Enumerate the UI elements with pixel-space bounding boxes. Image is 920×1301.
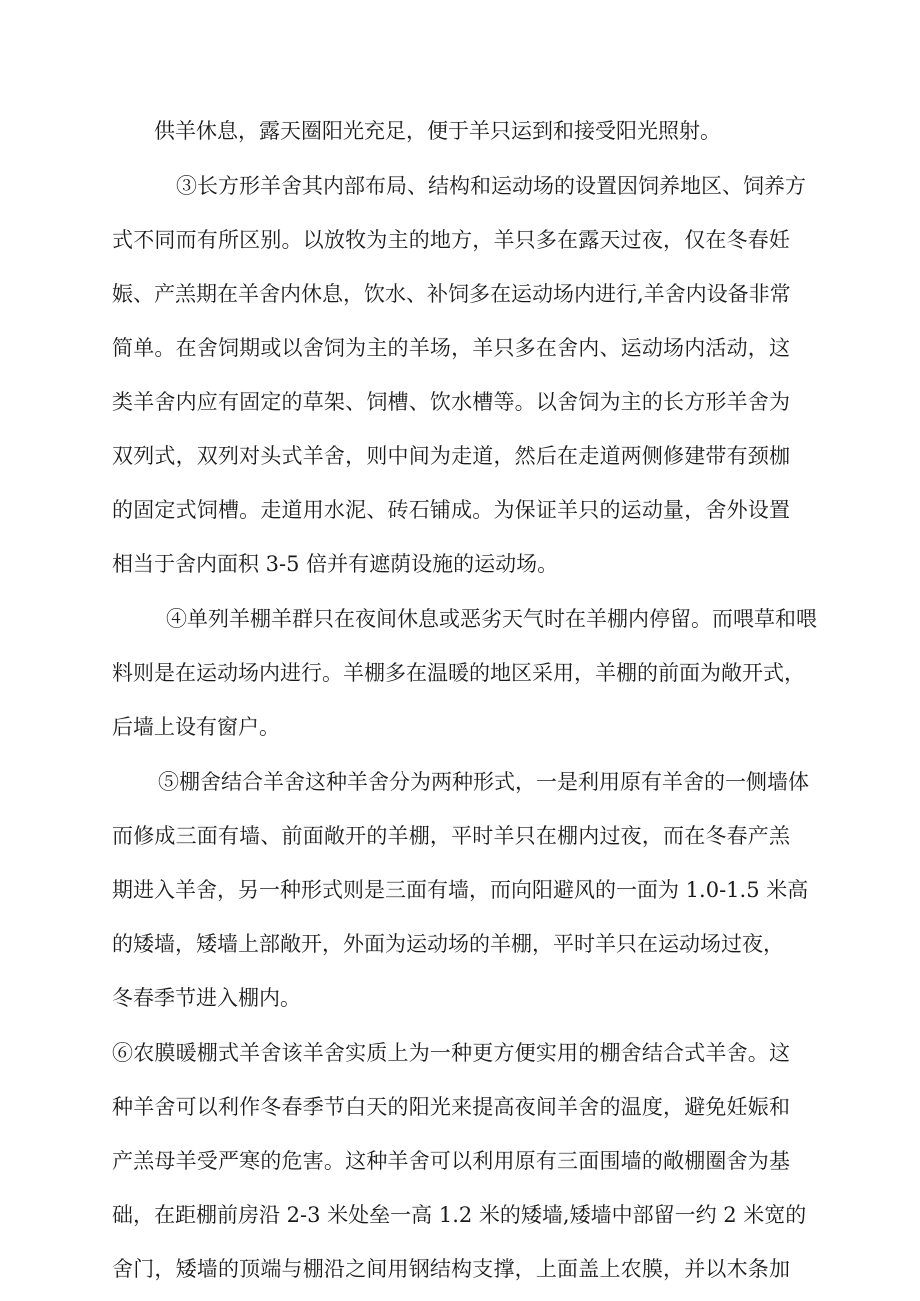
- text-line: ④单列羊棚羊群只在夜间休息或恶劣天气时在羊棚内停留。而喂草和喂: [166, 607, 817, 631]
- text-line: 类羊舍内应有固定的草架、饲槽、饮水槽等。以舍饲为主的长方形羊舍为: [112, 390, 790, 414]
- text-line: 供羊休息，露天圈阳光充足，便于羊只运到和接受阳光照射。: [154, 119, 721, 143]
- text-line: 式不同而有所区别。以放牧为主的地方，羊只多在露天过夜，仅在冬春妊: [112, 228, 790, 252]
- text-line: ⑤棚舍结合羊舍这种羊舍分为两种形式，一是利用原有羊舍的一侧墙体: [158, 770, 809, 794]
- text-line: 种羊舍可以利作冬春季节白天的阳光来提高夜间羊舍的温度，避免妊娠和: [112, 1095, 790, 1119]
- text-line: 的固定式饲槽。走道用水泥、砖石铺成。为保证羊只的运动量，舍外设置: [112, 498, 790, 522]
- text-line: 的矮墙，矮墙上部敞开，外面为运动场的羊棚，平时羊只在运动场过夜，: [112, 932, 784, 956]
- text-line: 产羔母羊受严寒的危害。这种羊舍可以利用原有三面围墙的敞棚圈舍为基: [112, 1149, 790, 1173]
- text-line: ⑥农膜暖棚式羊舍该羊舍实质上为一种更方便实用的棚舍结合式羊舍。这: [112, 1041, 790, 1065]
- text-line: ③长方形羊舍其内部布局、结构和运动场的设置因饲养地区、饲养方: [176, 174, 806, 198]
- text-line: 相当于舍内面积 3-5 倍并有遮荫设施的运动场。: [112, 552, 559, 576]
- text-line: 后墙上设有窗户。: [112, 715, 280, 739]
- text-line: 简单。在舍饲期或以舍饲为主的羊场，羊只多在舍内、运动场内活动，这: [112, 336, 790, 360]
- text-line: 而修成三面有墙、前面敞开的羊棚，平时羊只在棚内过夜，而在冬春产羔: [112, 824, 790, 848]
- text-line: 娠、产羔期在羊舍内休息，饮水、补饲多在运动场内进行,羊舍内设备非常: [112, 282, 791, 306]
- text-line: 冬春季节进入棚内。: [112, 986, 301, 1010]
- text-line: 舍门，矮墙的顶端与棚沿之间用钢结构支撑，上面盖上农膜，并以木条加: [112, 1257, 790, 1281]
- text-line: 础，在距棚前房沿 2-3 米处垒一高 1.2 米的矮墙,矮墙中部留一约 2 米宽的: [112, 1203, 807, 1227]
- text-line: 双列式，双列对头式羊舍，则中间为走道，然后在走道两侧修建带有颈枷: [112, 444, 790, 468]
- text-line: 料则是在运动场内进行。羊棚多在温暖的地区采用，羊棚的前面为敞开式，: [112, 661, 805, 685]
- text-line: 期进入羊舍，另一种形式则是三面有墙，而向阳避风的一面为 1.0-1.5 米高: [112, 878, 809, 902]
